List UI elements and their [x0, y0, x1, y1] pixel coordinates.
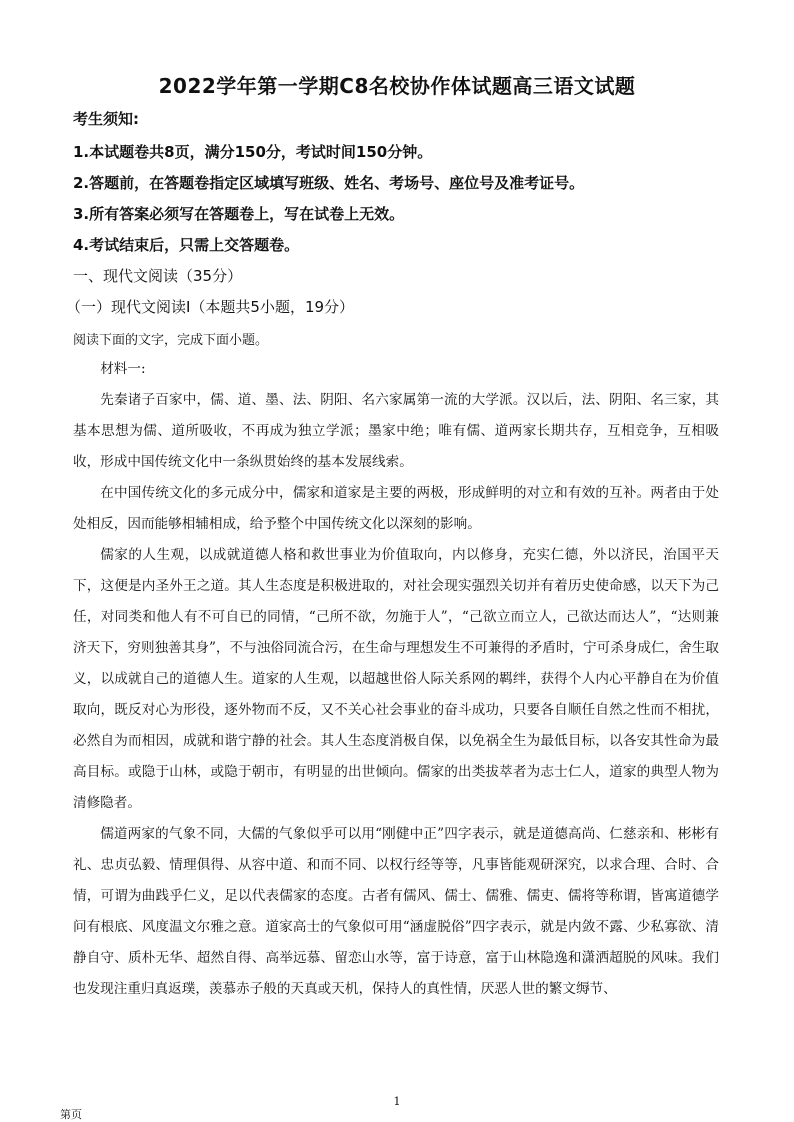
- page-number: 1: [393, 1095, 401, 1108]
- notice-item-1: 1.本试题卷共8页，满分150分，考试时间150分钟。: [73, 143, 433, 161]
- instruction-text: 阅读下面的文字，完成下面小题。: [73, 333, 269, 348]
- paragraph-4: 儒道两家的气象不同，大儒的气象似乎可以用“刚健中正”四字表示，就是道德高尚、仁慈亲和、彬彬有礼、忠贞弘毅、情理俱得、从容中道、和而不同、以权行经等等，凡事皆能观研深究，以求合理、合时、合情，可谓为曲践乎仁义，足以代表儒家的态度。古者有儒风、儒士、儒雅、儒吏、儒将等称谓，皆寓道德学问有根底、风度温文尔雅之意。道家高士的气象似可用“涵虚脱俗”四字表示，就是内敛不露、少私寡欲、清静自守、质朴无华、超然自得、高举远慕、留恋山水等，富于诗意，富于山林隐逸和潇洒超脱的风味。我们也发现注重归真返璞，羡慕赤子般的天真或天机，保持人的真性情，厌恶人世的繁文缛节、: [73, 826, 719, 997]
- section-heading: 一、现代文阅读（35分）: [73, 267, 243, 285]
- paragraph-2: 在中国传统文化的多元成分中，儒家和道家是主要的两极，形成鲜明的对立和有效的互补。两者由于处处相反，因而能够相辅相成，给予整个中国传统文化以深刻的影响。: [73, 485, 719, 532]
- material-label: 材料一:: [100, 361, 146, 377]
- notice-item-3: 3.所有答案必须写在答题卷上，写在试卷上无效。: [73, 205, 405, 223]
- article-body: [73, 354, 719, 1005]
- notice-heading: 考生须知:: [73, 110, 139, 128]
- notice-item-4: 4.考试结束后，只需上交答题卷。: [73, 236, 300, 254]
- paragraph-3: 儒家的人生观，以成就道德人格和救世事业为价值取向，内以修身，充实仁德，外以济民，治国平天下，这便是内圣外王之道。其人生态度是积极进取的，对社会现实强烈关切并有着历史使命感，以天下为己任，对同类和他人有不可自已的同情，“己所不欲，勿施于人”，“己欲立而立人，己欲达而达人”，“达则兼济天下，穷则独善其身”，不与浊俗同流合污，在生命与理想发生不可兼得的矛盾时，宁可杀身成仁，舍生取义，以成就自己的道德人生。道家的人生观，以超越世俗人际关系网的羁绊，获得个人内心平静自在为价值取向，既反对心为形役，逐外物而不反，又不关心社会事业的奋斗成功，只要各自顺任自然之性而不相扰，必然自为而相因，成就和谐宁静的社会。其人生态度消极自保，以免祸全生为最低目标，以各安其性命为最高目标。或隐于山林，或隐于朝市，有明显的出世倾向。儒家的出类拔萃者为志士仁人，道家的典型人物为清修隐者。: [73, 547, 719, 811]
- subsection-heading: （一）现代文阅读Ⅰ（本题共5小题，19分）: [66, 298, 355, 316]
- page-title: 2022学年第一学期C8名校协作体试题高三语文试题: [158, 74, 636, 98]
- notice-item-2: 2.答题前，在答题卷指定区域填写班级、姓名、考场号、座位号及准考证号。: [73, 174, 585, 192]
- footer-label: 第页: [60, 1108, 82, 1121]
- paragraph-1: 先秦诸子百家中，儒、道、墨、法、阴阳、名六家属第一流的大学派。汉以后，法、阴阳、名三家，其基本思想为儒、道所吸收，不再成为独立学派；墨家中绝；唯有儒、道两家长期共存，互相竞争，互相吸收，形成中国传统文化中一条纵贯始终的基本发展线索。: [73, 392, 719, 470]
